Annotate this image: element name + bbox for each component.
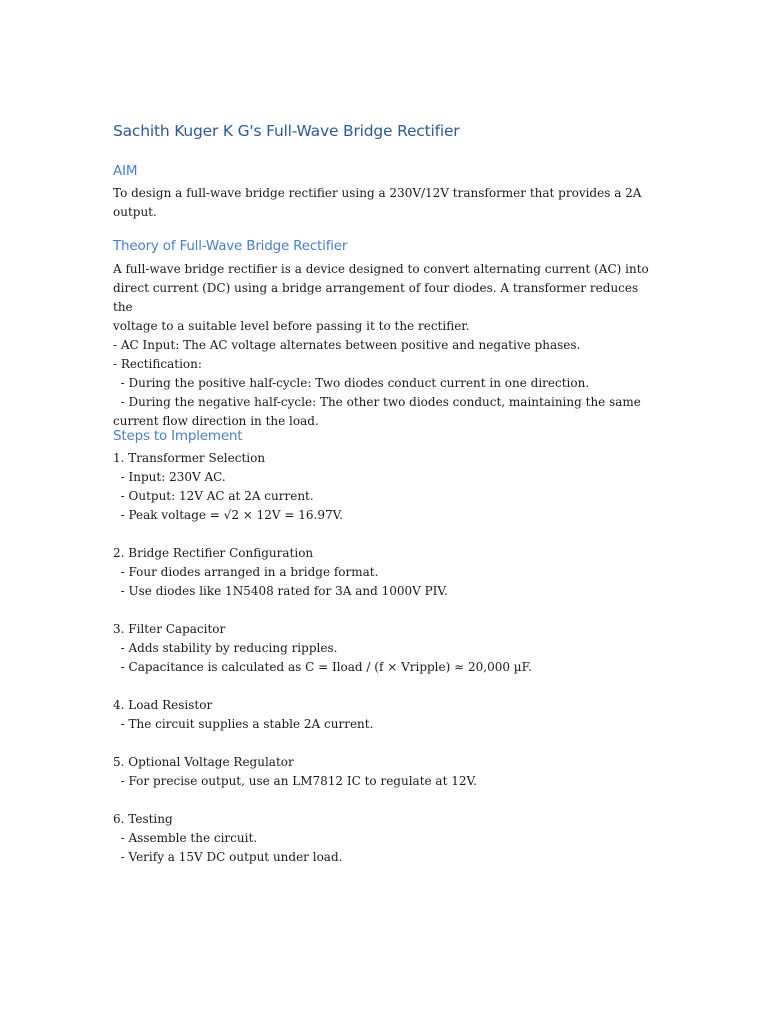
aim-body: To design a full-wave bridge rectifier using a 230V/12V transformer that provides a 2A output. <box>113 186 642 219</box>
aim-heading: AIM <box>113 163 138 179</box>
steps-body: 1. Transformer Selection - Input: 230V AC. - Output: 12V AC at 2A current. - Peak voltage = √2 × 12V = 16.97V. 2. Bridge Rectifier Configuration - Four diodes arranged in a bridge format. - Use diodes like 1N5408 rated for 3A and 1000V PIV. 3. Filter Capacitor - Adds stability by reducing ripples. - Capacitance is calculated as C = Iload / (f × Vripple) ≈ 20,000 µF. 4. Load Resistor - The circuit supplies a stable 2A current. 5. Optional Voltage Regulator - For precise output, use an LM7812 IC to regulate at 12V. 6. Testing - Assemble the circuit. - Verify a 15V DC output under load. <box>113 451 532 864</box>
theory-body: A full-wave bridge rectifier is a device designed to convert alternating current (AC) into direct current (DC) using a bridge arrangement of four diodes. A transformer reduces the voltage to a suitable level before passing it to the rectifier. - AC Input: The AC voltage alternates between positive and negative phases. - Rectification: - During the positive half-cycle: Two diodes conduct current in one direction. - During the negative half-cycle: The other two diodes conduct, maintaining the same current flow direction in the load. <box>113 262 649 428</box>
theory-heading: Theory of Full-Wave Bridge Rectifier <box>113 238 348 254</box>
document-title: Sachith Kuger K G's Full-Wave Bridge Rectifier <box>113 122 460 140</box>
steps-heading: Steps to Implement <box>113 428 243 444</box>
